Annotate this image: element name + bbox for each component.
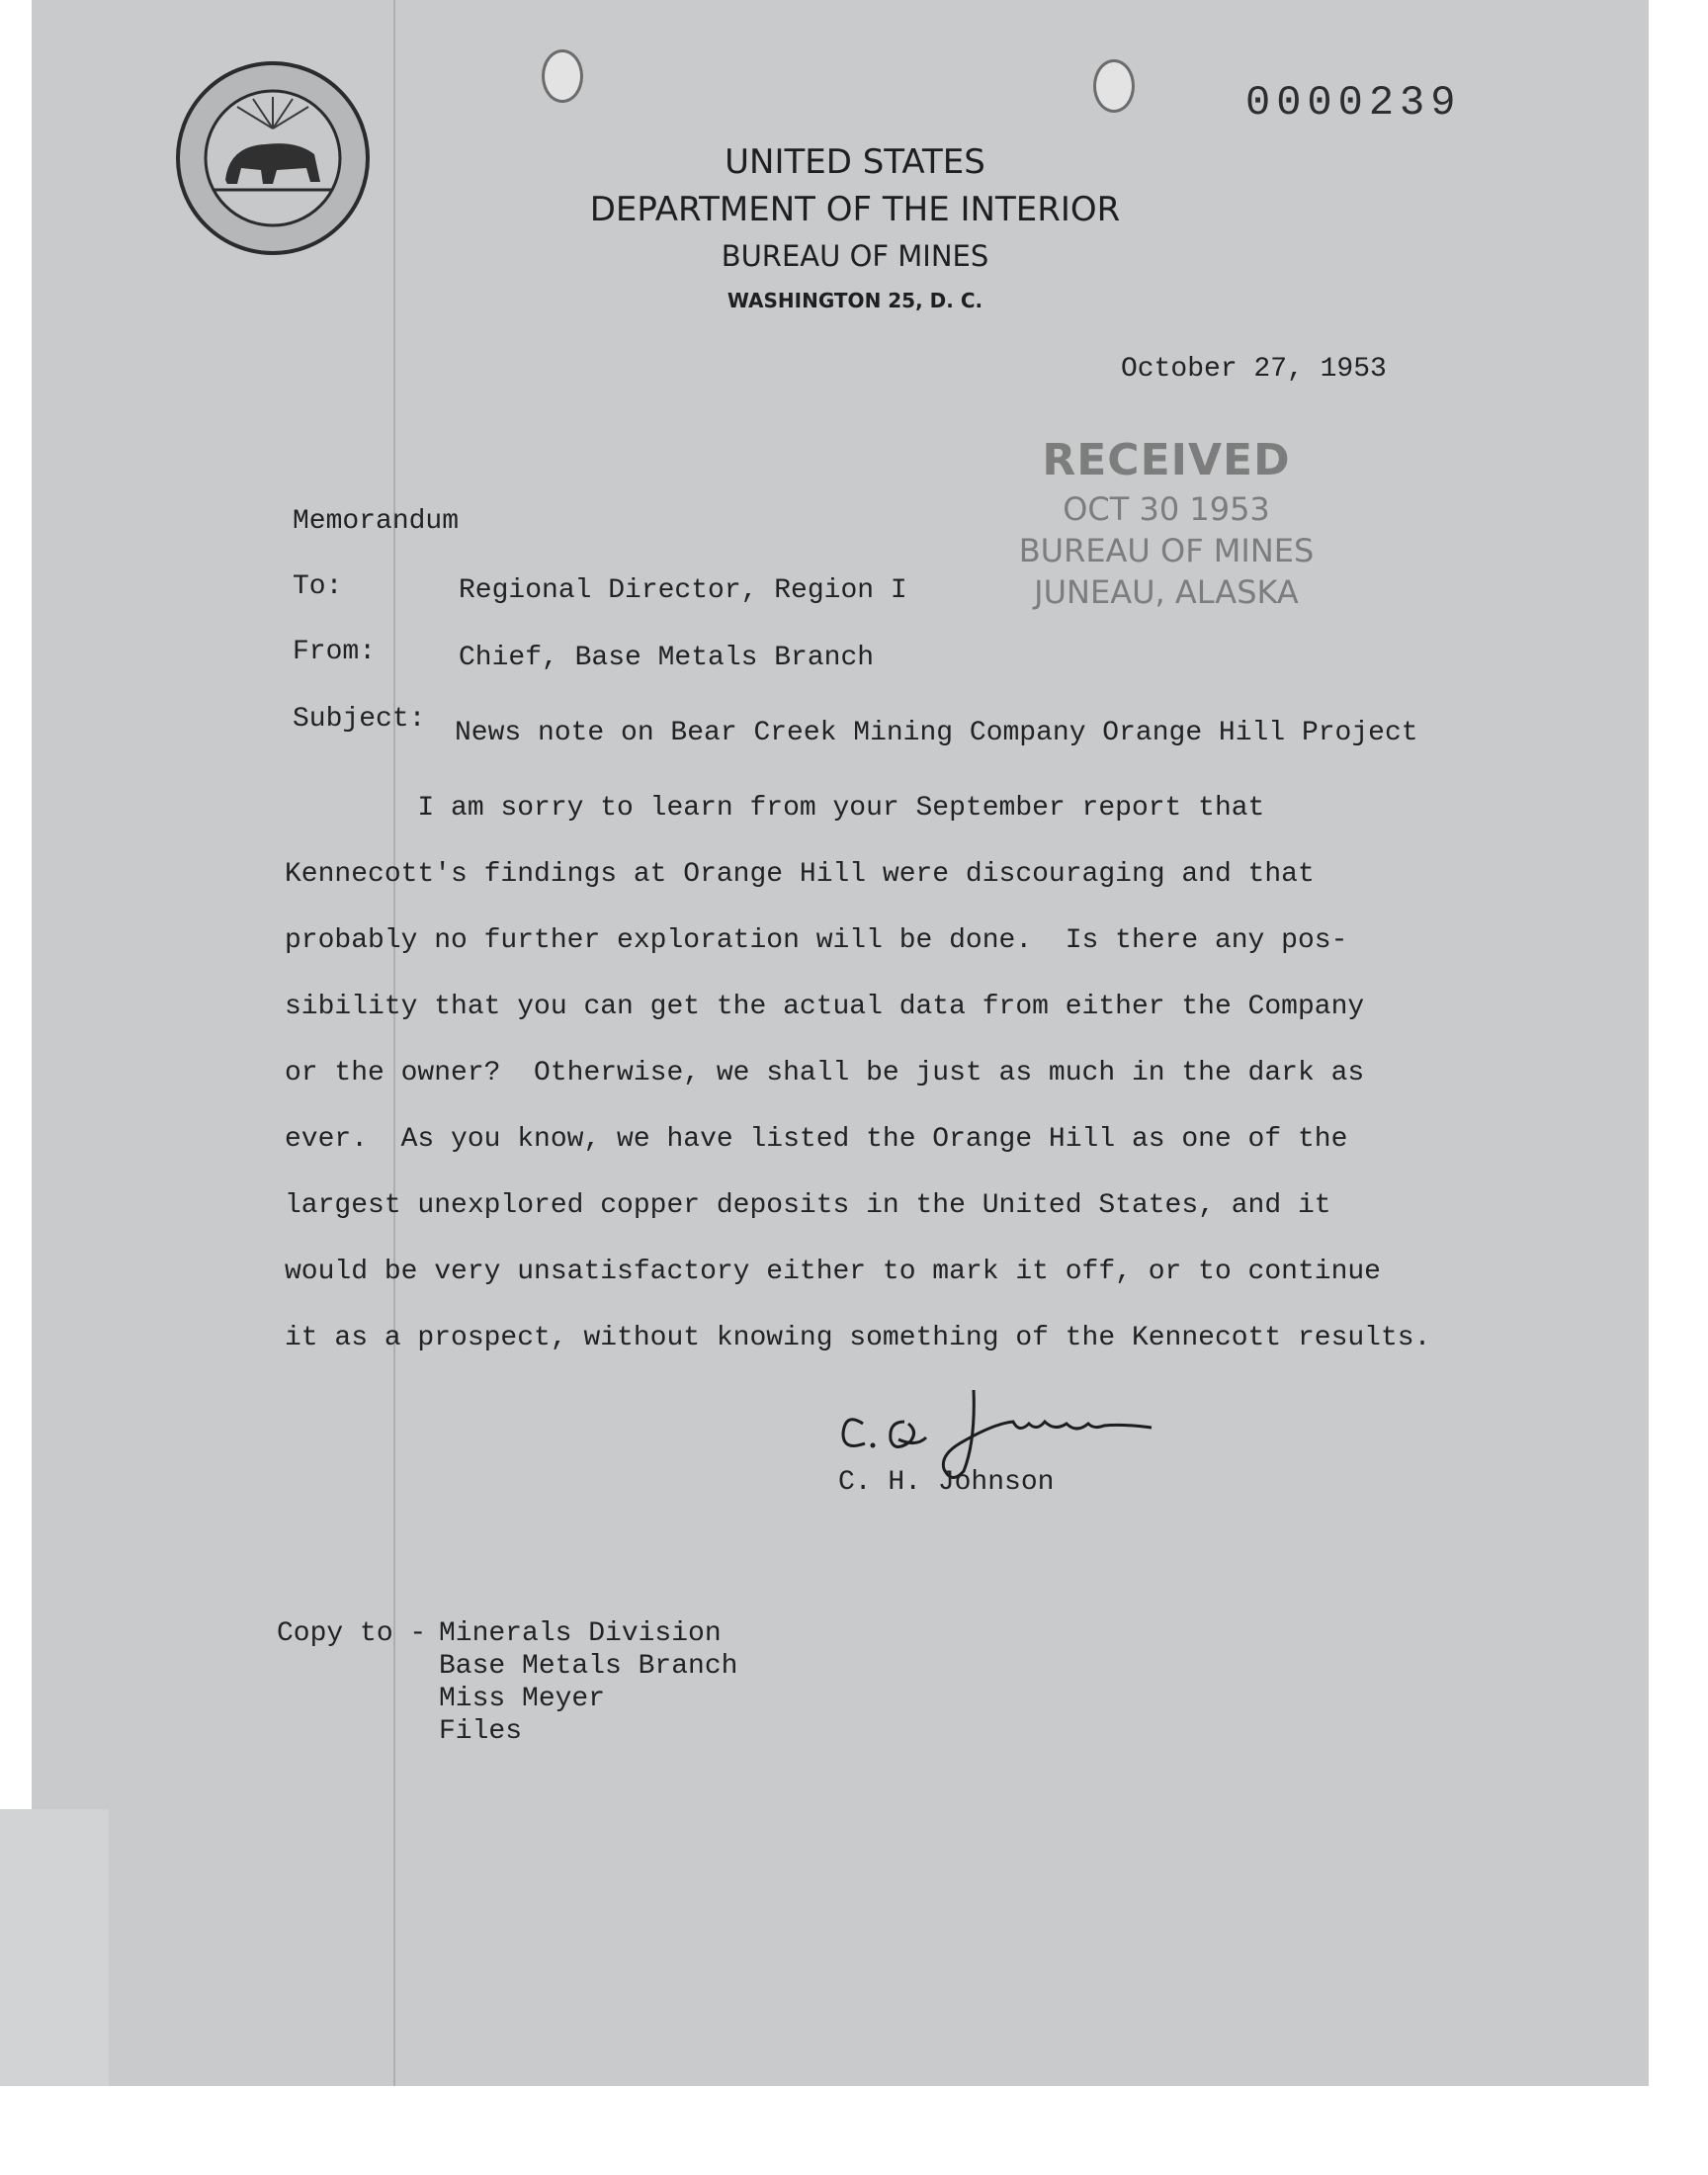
interior-seal-icon [174,59,372,257]
received-stamp [998,433,1334,613]
copy-recipient-list [439,1617,737,1748]
letterhead-address: WASHINGTON 25, D. C. [726,289,983,312]
copy-recipient: Base Metals Branch [439,1651,738,1682]
stamp-title: RECEIVED [1042,435,1291,485]
copy-recipient: Files [439,1716,523,1747]
body-line: sibility that you can get the actual data from either the Company [285,992,1365,1022]
body-line: I am sorry to learn from your September report that [285,793,1265,824]
stamp-office: BUREAU OF MINES [1018,532,1315,569]
punch-hole-left [542,49,583,103]
signer-name: C. H. Johnson [838,1467,1055,1498]
punch-hole-right [1093,59,1135,113]
body-line: largest unexplored copper deposits in the United States, and it [285,1190,1331,1221]
letterhead-country: UNITED STATES [725,142,985,182]
stamp-date: OCT 30 1953 [1063,490,1270,528]
from-label: From: [293,637,377,667]
folded-corner [0,1809,109,2086]
stamp-location: JUNEAU, ALASKA [1034,573,1299,611]
subject-label: Subject: [293,704,426,735]
body-line: probably no further exploration will be done. Is there any pos- [285,925,1348,956]
to-value: Regional Director, Region I [459,575,907,606]
from-value: Chief, Base Metals Branch [459,643,875,673]
letterhead [435,138,1275,322]
body-line: ever. As you know, we have listed the Orange Hill as one of the [285,1124,1348,1155]
copy-to-label: Copy to - [277,1618,427,1649]
letterhead-department: DEPARTMENT OF THE INTERIOR [589,190,1121,229]
memo-body [285,775,1431,1371]
to-label: To: [293,571,343,602]
body-line: Kennecott's findings at Orange Hill were discouraging and that [285,859,1315,890]
copy-recipient: Minerals Division [439,1618,722,1649]
subject-value: News note on Bear Creek Mining Company Orange Hill Project [455,718,1418,748]
copy-recipient: Miss Meyer [439,1684,606,1714]
body-line: would be very unsatisfactory either to mark it off, or to continue [285,1257,1381,1287]
body-line: it as a prospect, without knowing something of the Kennecott results. [285,1323,1431,1353]
body-line: or the owner? Otherwise, we shall be just as much in the dark as [285,1058,1365,1088]
memo-date: October 27, 1953 [1121,354,1387,385]
document-number: 0000239 [1245,79,1462,127]
letterhead-bureau: BUREAU OF MINES [721,239,989,273]
memo-type: Memorandum [293,506,460,537]
